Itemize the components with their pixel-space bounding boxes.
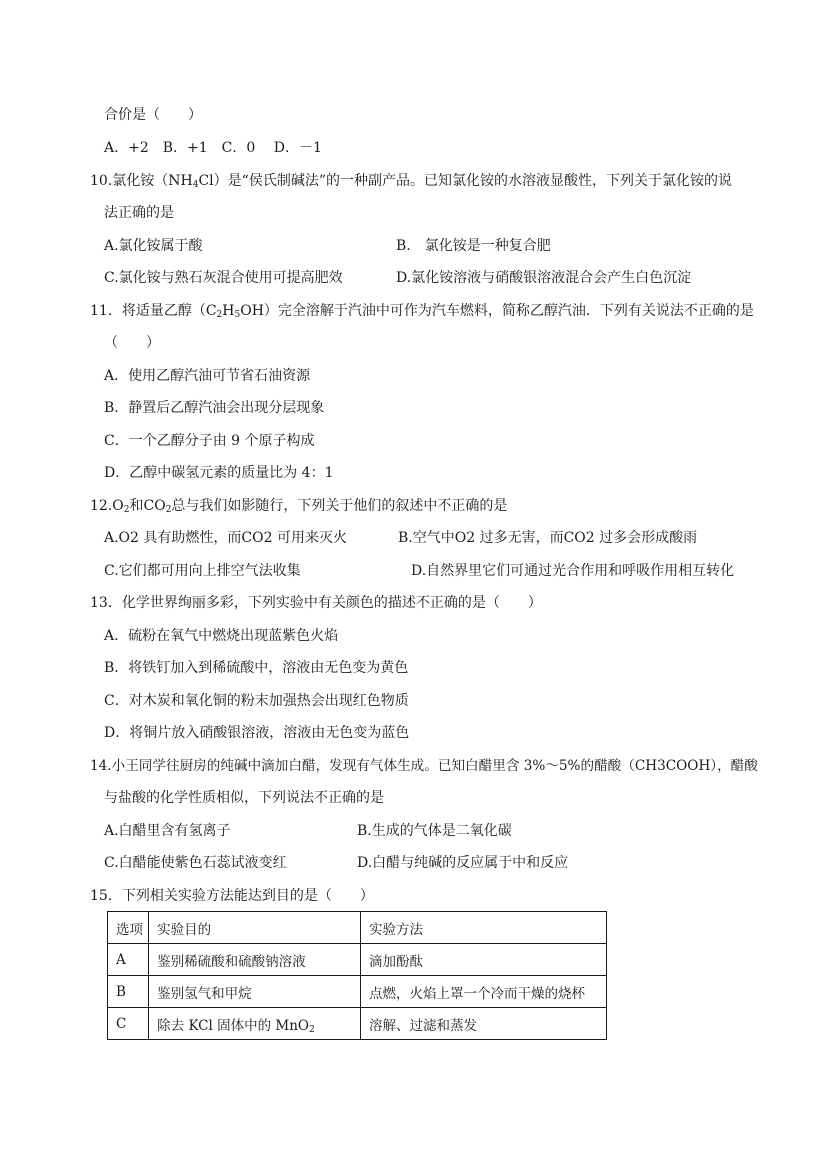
subscript-2: 2 <box>309 1024 315 1035</box>
q14-stem-line-2: 与盐酸的化学性质相似，下列说法不正确的是 <box>104 790 384 806</box>
q9-options: A．+2 B．+1 C．0 D．－1 <box>104 140 322 156</box>
q14-stem-line-1: 14.小王同学往厨房的纯碱中滴加白醋，发现有气体生成。已知白醋里含 3%～5%的醋酸（CH3COOH），醋酸 <box>90 758 758 774</box>
table-row <box>108 944 607 976</box>
q11-option-c: C．一个乙醇分子由 9 个原子构成 <box>104 433 315 449</box>
table-row <box>108 1008 607 1040</box>
table-header-cell: 选项 <box>108 912 149 944</box>
q14-option-d: D.白醋与纯碱的反应属于中和反应 <box>357 855 569 871</box>
q11-stem-line-1 <box>90 301 754 321</box>
table-cell: B <box>108 976 149 1008</box>
q10-stem-part: 10.氯化铵（NH <box>90 173 193 189</box>
q13-option-c: C．对木炭和氧化铜的粉末加强热会出现红色物质 <box>104 693 409 709</box>
q10-option-c: C.氯化铵与熟石灰混合使用可提高肥效 <box>104 270 343 286</box>
table-cell <box>149 1008 361 1040</box>
q12-option-b: B.空气中O2 过多无害，而CO2 过多会形成酸雨 <box>398 530 698 546</box>
subscript-2: 2 <box>165 505 172 515</box>
q12-stem-part: 和CO <box>129 498 166 514</box>
table-header-cell: 实验目的 <box>149 912 361 944</box>
q11-stem-part: H <box>222 303 235 319</box>
q12-stem <box>90 496 507 516</box>
q11-stem-part: OH）完全溶解于汽油中可作为汽车燃料，简称乙醇汽油．下列有关说法不正确的是 <box>240 303 754 319</box>
q14-option-b: B.生成的气体是二氧化碳 <box>357 823 512 839</box>
q13-option-d: D．将铜片放入硝酸银溶液，溶液由无色变为蓝色 <box>104 725 410 741</box>
q10-stem-line-2: 法正确的是 <box>104 205 174 221</box>
q13-option-a: A．硫粉在氧气中燃烧出现蓝紫色火焰 <box>104 628 339 644</box>
q11-option-a: A．使用乙醇汽油可节省石油资源 <box>104 368 311 384</box>
q15-stem: 15．下列相关实验方法能达到目的是（ ） <box>90 888 374 904</box>
table-header-row <box>108 912 607 944</box>
q11-stem-line-2: （ ） <box>104 335 160 351</box>
q12-option-d: D.自然界里它们可通过光合作用和呼吸作用相互转化 <box>411 563 735 579</box>
q11-stem-part: 11．将适量乙醇（C <box>90 303 217 319</box>
q14-option-a: A.白醋里含有氢离子 <box>104 823 231 839</box>
table-cell: C <box>108 1008 149 1040</box>
q10-option-b: B. 氯化铵是一种复合肥 <box>396 238 551 254</box>
table-header-cell: 实验方法 <box>361 912 607 944</box>
table-cell: 鉴别稀硫酸和硫酸钠溶液 <box>149 944 361 976</box>
q10-stem-line-1 <box>90 171 732 191</box>
table-row <box>108 976 607 1008</box>
q12-option-c: C.它们都可用向上排空气法收集 <box>104 563 301 579</box>
table-cell: 点燃，火焰上罩一个冷而干燥的烧杯 <box>361 976 607 1008</box>
experiment-table <box>107 911 607 1040</box>
subscript-5: 5 <box>234 310 241 320</box>
q13-stem: 13．化学世界绚丽多彩，下列实验中有关颜色的描述不正确的是（ ） <box>90 595 542 611</box>
q11-option-b: B．静置后乙醇汽油会出现分层现象 <box>104 400 325 416</box>
q10-option-a: A.氯化铵属于酸 <box>104 238 203 254</box>
table-cell: 鉴别氢气和甲烷 <box>149 976 361 1008</box>
table-cell: 溶解、过滤和蒸发 <box>361 1008 607 1040</box>
q14-option-c: C.白醋能使紫色石蕊试液变红 <box>104 855 287 871</box>
table-cell-text: 除去 KCl 固体中的 MnO <box>157 1017 309 1034</box>
subscript-2: 2 <box>216 310 223 320</box>
q10-option-d: D.氯化铵溶液与硝酸银溶液混合会产生白色沉淀 <box>396 270 692 286</box>
q13-option-b: B．将铁钉加入到稀硫酸中，溶液由无色变为黄色 <box>104 660 409 676</box>
q12-stem-part: 12.O <box>90 498 124 514</box>
table-cell: 滴加酚酞 <box>361 944 607 976</box>
table-cell: A <box>108 944 149 976</box>
subscript-4: 4 <box>192 180 199 190</box>
q12-option-a: A.O2 具有助燃性，而CO2 可用来灭火 <box>104 530 347 546</box>
q11-option-d: D．乙醇中碳氢元素的质量比为 4：1 <box>104 465 334 481</box>
q10-stem-part: Cl）是“侯氏制碱法”的一种副产品。已知氯化铵的水溶液显酸性，下列关于氯化铵的说 <box>198 173 732 189</box>
q12-stem-part: 总与我们如影随行，下列关于他们的叙述中不正确的是 <box>171 498 508 514</box>
subscript-2: 2 <box>123 505 130 515</box>
q9-stem-tail: 合价是（ ） <box>104 107 202 123</box>
